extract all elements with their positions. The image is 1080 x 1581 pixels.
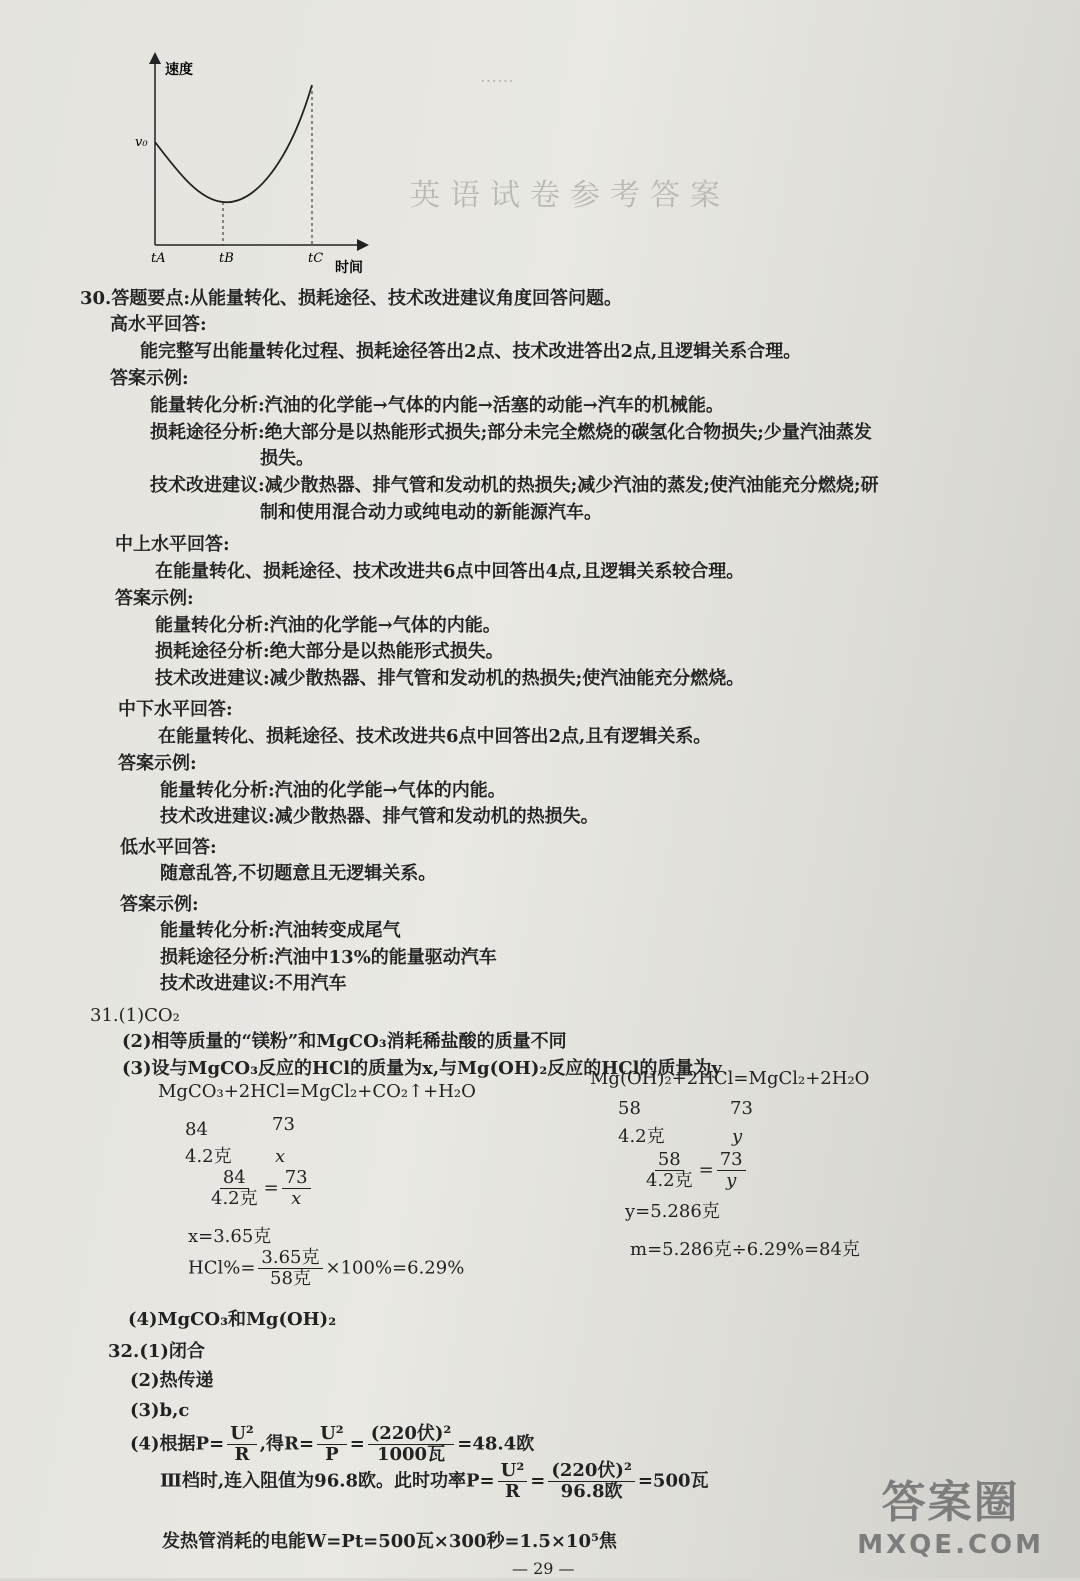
q30-level-high: 高水平回答: (110, 314, 207, 335)
q32-p4-b: ,得R= (259, 1433, 315, 1455)
q31-x-result: x=3.65克 (188, 1226, 272, 1247)
tick-ta: tA (151, 251, 166, 266)
hcl-percent-label: HCl%= (188, 1257, 256, 1279)
q31-right-proportion (640, 1150, 749, 1191)
q30-level-midlow: 中下水平回答: (118, 699, 233, 720)
q31-eq-left: MgCO₃+2HCl=MgCl₂+CO₂↑+H₂O (158, 1081, 476, 1102)
q31-r-58: 58 (618, 1098, 641, 1119)
q31-m-result: m=5.286克÷6.29%=84克 (630, 1239, 860, 1260)
frac-num: 73 (717, 1150, 746, 1171)
frac-den: x (291, 1188, 302, 1209)
frac-num: U² (317, 1424, 347, 1445)
q30-high-loss-cont: 损失。 (260, 448, 314, 469)
q31-hcl-percent (188, 1248, 464, 1289)
q30-level-midhigh: 中上水平回答: (115, 534, 230, 555)
speed-curve (155, 85, 312, 202)
q30-high-loss: 损耗途径分析:绝大部分是以热能形式损失;部分未完全燃烧的碳氢化合物损失;少量汽油蒸发 (150, 422, 872, 443)
q32-gear3-a: Ⅲ档时,连入阻值为96.8欧。此时功率P= (160, 1470, 495, 1492)
hcl-percent-tail: ×100%=6.29% (325, 1257, 465, 1279)
q32-part4 (130, 1424, 534, 1465)
frac-den: 58克 (270, 1268, 311, 1289)
q30-title: 30.答题要点:从能量转化、损耗途径、技术改进建议角度回答问题。 (80, 288, 622, 309)
q31-r-y: y (732, 1126, 743, 1147)
frac-den: 4.2克 (646, 1170, 693, 1191)
q31-part2: (2)相等质量的“镁粉”和MgCO₃消耗稀盐酸的质量不同 (122, 1031, 567, 1052)
q30-level-low: 低水平回答: (120, 837, 217, 858)
equals-sign: = (349, 1433, 365, 1455)
q32-part2: (2)热传递 (130, 1370, 214, 1391)
q30-midlow-energy: 能量转化分析:汽油的化学能→气体的内能。 (160, 780, 506, 801)
q31-part1: 31.(1)CO₂ (90, 1005, 180, 1026)
frac-num: 3.65克 (258, 1248, 322, 1269)
q31-l-73: 73 (272, 1114, 295, 1135)
frac-den: y (726, 1170, 737, 1191)
q31-y-result: y=5.286克 (625, 1201, 720, 1222)
y-axis-label: 速度 (165, 62, 193, 78)
frac-num: 58 (655, 1150, 684, 1171)
tick-tb: tB (219, 251, 234, 266)
q30-low-example-label: 答案示例: (120, 894, 199, 915)
q30-midhigh-tech: 技术改进建议:减少散热器、排气管和发动机的热损失;使汽油能充分燃烧。 (155, 668, 745, 689)
ghost-title: 英语试卷参考答案 (410, 178, 730, 213)
q30-midhigh-example-label: 答案示例: (115, 588, 194, 609)
q30-low-tech: 技术改进建议:不用汽车 (160, 973, 347, 994)
frac-den: 96.8欧 (560, 1481, 623, 1502)
watermark-title: 答案圈 (881, 1477, 1020, 1528)
q32-part3: (3)b,c (130, 1400, 190, 1421)
tick-tc: tC (308, 251, 324, 266)
frac-num: (220伏)² (368, 1424, 455, 1445)
q32-gear3 (160, 1461, 709, 1502)
frac-den: R (504, 1481, 520, 1502)
q30-midlow-criteria: 在能量转化、损耗途径、技术改进共6点中回答出2点,且有逻辑关系。 (158, 726, 712, 747)
q30-high-tech: 技术改进建议:减少散热器、排气管和发动机的热损失;减少汽油的蒸发;使汽油能充分燃烧;研 (150, 475, 879, 496)
q30-high-example-label: 答案示例: (110, 368, 189, 389)
q32-p4-c: =48.4欧 (457, 1433, 535, 1455)
q31-left-proportion (205, 1168, 314, 1209)
q30-low-criteria: 随意乱答,不切题意且无逻辑关系。 (160, 863, 437, 884)
frac-den: 4.2克 (211, 1188, 258, 1209)
q31-l-x: x (275, 1146, 286, 1167)
q30-midhigh-criteria: 在能量转化、损耗途径、技术改进共6点中回答出4点,且逻辑关系较合理。 (155, 561, 745, 582)
q30-midlow-tech: 技术改进建议:减少散热器、排气管和发动机的热损失。 (160, 806, 599, 827)
q32-p4-a: (4)根据P= (130, 1433, 225, 1455)
q31-l-given: 4.2克 (185, 1146, 232, 1167)
q32-gear3-b: =500瓦 (637, 1470, 709, 1492)
watermark-site: MXQE.COM (857, 1530, 1044, 1560)
watermark-logo (857, 1466, 1044, 1560)
frac-den: P (325, 1444, 339, 1465)
q30-midlow-example-label: 答案示例: (118, 753, 197, 774)
q31-part4: (4)MgCO₃和Mg(OH)₂ (128, 1309, 337, 1330)
q32-energy: 发热管消耗的电能W=Pt=500瓦×300秒=1.5×10⁵焦 (162, 1531, 617, 1552)
frac-den: 1000瓦 (376, 1444, 446, 1465)
q31-l-84: 84 (185, 1119, 208, 1140)
frac-num: U² (227, 1424, 257, 1445)
equals-sign: = (530, 1470, 546, 1492)
frac-num: 73 (282, 1168, 311, 1189)
equals-sign: = (263, 1177, 279, 1199)
frac-num: U² (498, 1461, 528, 1482)
x-axis-label: 时间 (335, 260, 363, 276)
speed-time-graph (125, 50, 385, 280)
q30-high-criteria: 能完整写出能量转化过程、损耗途径答出2点、技术改进答出2点,且逻辑关系合理。 (140, 341, 802, 362)
equals-sign: = (698, 1159, 714, 1181)
q30-midhigh-loss: 损耗途径分析:绝大部分是以热能形式损失。 (155, 641, 504, 662)
q30-low-loss: 损耗途径分析:汽油中13%的能量驱动汽车 (160, 947, 497, 968)
ghost-text: …… (480, 67, 735, 87)
q30-high-energy: 能量转化分析:汽油的化学能→气体的内能→活塞的动能→汽车的机械能。 (150, 395, 724, 416)
frac-num: 84 (220, 1168, 249, 1189)
q30-high-tech-cont: 制和使用混合动力或纯电动的新能源汽车。 (260, 502, 602, 523)
q30-low-energy: 能量转化分析:汽油转变成尾气 (160, 920, 401, 941)
frac-den: R (234, 1444, 250, 1465)
q31-eq-right: Mg(OH)₂+2HCl=MgCl₂+2H₂O (590, 1068, 870, 1089)
q32-part1: 32.(1)闭合 (108, 1341, 205, 1362)
q31-r-73: 73 (730, 1098, 753, 1119)
q31-r-given: 4.2克 (618, 1126, 665, 1147)
v0-label: v₀ (135, 135, 148, 150)
page-number: — 29 — (512, 1559, 575, 1578)
frac-num: (220伏)² (548, 1461, 635, 1482)
q30-midhigh-energy: 能量转化分析:汽油的化学能→气体的内能。 (155, 615, 501, 636)
q31-part3: (3)设与MgCO₃反应的HCl的质量为x,与Mg(OH)₂反应的HCl的质量为y (122, 1058, 722, 1079)
